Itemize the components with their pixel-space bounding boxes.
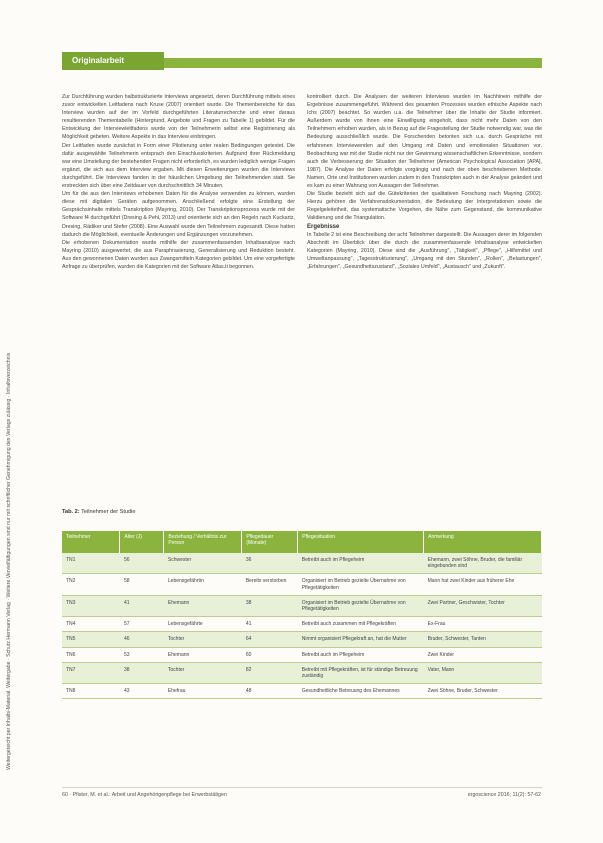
participants-table: [62, 531, 542, 699]
table-cell: Bereits verstorben: [242, 574, 298, 595]
table-row: [62, 684, 542, 699]
paragraph: kontrolliert durch. Die Analysen der weiteren Interviews wurden im Nachhinein mithilfe der Ergebnisse zusammengeführt. Während des gesamten Prozesses wurden ethische Aspekte nach Ichs (2007) beachtet. So wurden u.a. die Teilnehmer über die Inhalte der Studie informiert. Außerdem wurde von ihnen eine Einwilligung eingeholt, dass nicht mehr Daten von den Teilnehmern erhoben wurden, als in Bezug auf die Fragestellung der Studie notwendig war, was die Bedeutung ausschließlich wurde. Die Forschenden betonten sich u.a. durch Gespräche mit erfahrenen Interviewenden auf den Umgang mit Daten und emotionalen Situationen vor. Beobachtung war mit der Studie nicht nur der Gewinnung wissenschaftlichen Erkenntnisse, sondern auch die Verbesserung der Situation der Teilnehmer (American Psychological Association [APA], 1987). Die Analyse der Daten erfolgte vorgängig und nach der oben beschriebenen Methode. Namen, Orte und Institutionen wurden zudem in den Transkripten auch in der Analyse geändert und es kam zu einer Wahrung von Aussagen der Teilnehmer.: [307, 94, 542, 190]
paragraph: Um für die aus den Interviews erhobenen Daten für die Analyse verwenden zu können, wurden diese mit digitalen Geräten aufgenommen. Anschließend erfolgte eine Erstellung der Gesprächsinhalte mittels Transkription (Mayring, 2010). Der Transkriptionsprozess wurde mit der Software f4 durchgeführt (Dresing & Pehl, 2013) und orientierte sich an den Regeln nach Kuckartz, Dresing, Rädiker und Stefer (2008). Eine Auswahl wurde den Teilnehmern zugesandt. Diese hatten dadurch die Möglichkeit, eventuelle Änderungen und Ergänzungen vorzunehmen.: [62, 191, 295, 238]
table-row: [62, 632, 542, 647]
table-cell: 46: [120, 632, 164, 647]
table-cell: 58: [120, 574, 164, 595]
table-caption-label: Tab. 2:: [62, 509, 80, 515]
table-header-cell: Teilnehmer: [62, 531, 120, 553]
footer-journal-ref: ergoscience 2016; 11(2): 57-62: [467, 792, 541, 798]
side-copyright-text: Weitergereicht per Inhalts-Material. Weitergabe · Schutz Hermann Verlag · Weitere Vervielfältigungen sind nur mit schriftlicher Genehmigung des Verlags zulässig · Inhaltsverzeichnis: [6, 352, 12, 770]
table-cell: 36: [242, 553, 298, 574]
table-cell: Gesundheitliche Betreuung des Ehemannes: [298, 684, 424, 699]
table-cell: Lebensgefährte: [164, 617, 242, 632]
table-cell: TN5: [62, 632, 120, 647]
table-cell: Bruder, Schwester, Tanten: [424, 632, 542, 647]
table-cell: 57: [120, 617, 164, 632]
table-cell: Vater, Mann: [424, 662, 542, 683]
footer-divider: [62, 787, 542, 788]
table-cell: Organisiert im Betrieb gezielte Übernahme von Pflegetätigkeiten: [298, 595, 424, 616]
table-header-cell: Anmerkung: [424, 531, 542, 553]
table-cell: TN2: [62, 574, 120, 595]
table-cell: Organisiert im Betrieb gezielte Übernahme von Pflegetätigkeiten: [298, 574, 424, 595]
table-header-cell: Alter (J): [120, 531, 164, 553]
table-cell: Schwester: [164, 553, 242, 574]
table-header-row: [62, 531, 542, 553]
paragraph: Zur Durchführung wurden halbstrukturierte Interviews angesetzt, deren Durchführung mittels eines zuvor entwickelten Leitfadens nach Kruse (2007) orientiert wurde. Die Themenbereiche für das Interview wurden auf der im Vorfeld durchgeführten Literaturrecherche und einer daraus resultierenden Thementabelle (Hintergrund, Angebote und Fragen zu Tabelle 1) gebildet. Für die Entwicklung der Interviewleitfadens wurde von der Teilnehmerin selbst eine Registrierung als Möglichkeit gebeten. Weitere Aspekte in das Interview einbringen.: [62, 94, 295, 141]
table-cell: TN7: [62, 662, 120, 683]
table-cell: TN1: [62, 553, 120, 574]
results-heading: Ergebnisse: [307, 223, 340, 230]
table-cell: 43: [120, 684, 164, 699]
table-cell: Ehefrau: [164, 684, 242, 699]
table-cell: 64: [242, 632, 298, 647]
footer-citation: 60 · Pfister, M. et al.: Arbeit und Angehörigenpflege bei Erwerbstätigen: [62, 792, 227, 798]
table-cell: 41: [242, 617, 298, 632]
table-cell: Betreibt auch im Pflegeheim: [298, 553, 424, 574]
table-cell: Nimmt organisiert Pflegekraft an, hat die Mutter: [298, 632, 424, 647]
table-header-cell: Pflegedauer (Monate): [242, 531, 298, 553]
table-cell: 60: [242, 647, 298, 662]
table-row: [62, 617, 542, 632]
table-cell: 41: [120, 595, 164, 616]
table-cell: TN4: [62, 617, 120, 632]
paragraph: Die erhobenen Dokumentation wurde mithilfe der zusammenfassenden Inhaltsanalyse nach Mayring (2010) ausgewertet, die aus Paraphrasierung, Generalisierung und Reduktion besteht. Aus den gewonnenen Daten wurden aus Zwangsmitteln Kategorien gebildet. Um eine vorgefertigte Anfrage zu überprüfen, wurden die Kategorien mit der Software Atlas.ti begonnen.: [62, 239, 295, 270]
table-cell: TN6: [62, 647, 120, 662]
table-row: [62, 647, 542, 662]
table-header-cell: Beziehung / Verhältnis zur Person: [164, 531, 242, 553]
table-caption: [62, 509, 136, 515]
left-text-column: [62, 93, 295, 271]
table-row: [62, 574, 542, 595]
table-cell: Tochter: [164, 632, 242, 647]
table-cell: 53: [120, 647, 164, 662]
table-cell: Ehemann, zwei Söhne, Bruder, die familiär eingebunden sind: [424, 553, 542, 574]
table-cell: Ehemann: [164, 647, 242, 662]
table-cell: Zwei Söhne, Bruder, Schwester: [424, 684, 542, 699]
results-paragraph: In Tabelle 2 ist eine Beschreibung der acht Teilnehmer dargestellt. Die Aussagen derer im folgenden Abschnitt im Überblick über die durch die zusammenfassende Inhaltsanalyse entwickelten Kategorien (Mayring, 2010). Diese sind die „Ausführung", „Tätigkeit", „Pflege", „Hilfsmittel und Umweltanpassung", „Tagesstrukturierung", „Umgang mit den Stunden", „Rollen", „Belastungen", „Erfahrungen", „Gesundheitszustand", „Soziales Umfeld", „Austausch" und „Zukunft".: [307, 231, 542, 270]
section-label: Originalarbeit: [62, 52, 164, 70]
table-row: [62, 595, 542, 616]
table-cell: 82: [242, 662, 298, 683]
table-cell: 38: [120, 662, 164, 683]
table-header-cell: Pflegesituation: [298, 531, 424, 553]
table-cell: Ex-Frau: [424, 617, 542, 632]
table-cell: Mann hat zwei Kinder aus früherer Ehe: [424, 574, 542, 595]
table-cell: 56: [120, 553, 164, 574]
table-cell: Betreibt auch im Pflegeheim: [298, 647, 424, 662]
side-copyright-note: [6, 70, 20, 770]
table-cell: Betreibt mit Pflegekräften, ist für ständige Betreuung zuständig: [298, 662, 424, 683]
table-cell: TN3: [62, 595, 120, 616]
paragraph: Die Studie bezieht sich auf die Gütekriterien der qualitativen Forschung nach Mayring (2002). Hierzu gehören die Verfahrensdokumentation, die Bedeutung der Interpretationen sowie die Regelgeleitetheit, das systematische Vorgehen, die Nähe zum Gegenstand, die kommunikative Validierung und die Triangulation.: [307, 191, 542, 222]
table-cell: Zwei Kinder: [424, 647, 542, 662]
table-cell: 48: [242, 684, 298, 699]
table-cell: TN8: [62, 684, 120, 699]
table-cell: 38: [242, 595, 298, 616]
table-row: [62, 553, 542, 574]
table-cell: Betreibt auch zusammen mit Pflegekräften: [298, 617, 424, 632]
table-cell: Zwei Partner, Geschwister, Tochter: [424, 595, 542, 616]
right-text-column: [307, 93, 542, 271]
paragraph: Der Leitfaden wurde zunächst in Form einer Pilotierung unter realen Bedingungen getestet. Die dafür ausgewählte Teilnehmerin entsprach den Einschlusskriterien. Aufgrund ihrer Rückmeldung war eine Umstellung der bestehenden Fragen nicht erforderlich, es wurden lediglich wenige Fragen ergänzt, die sich aus dem Interview ergaben. Mit diesen Erweiterungen wurden die Interviews durchgeführt. Die Interviews fanden in der häuslichen Umgebung der Teilnehmenden statt. Sie erstreckten sich über eine Zeitdauer von durchschnittlich 34 Minuten.: [62, 142, 295, 190]
table-cell: Ehemann: [164, 595, 242, 616]
table-cell: Tochter: [164, 662, 242, 683]
table-caption-text: Teilnehmer der Studie: [81, 509, 136, 515]
table-cell: Lebensgefährtin: [164, 574, 242, 595]
table-row: [62, 662, 542, 683]
